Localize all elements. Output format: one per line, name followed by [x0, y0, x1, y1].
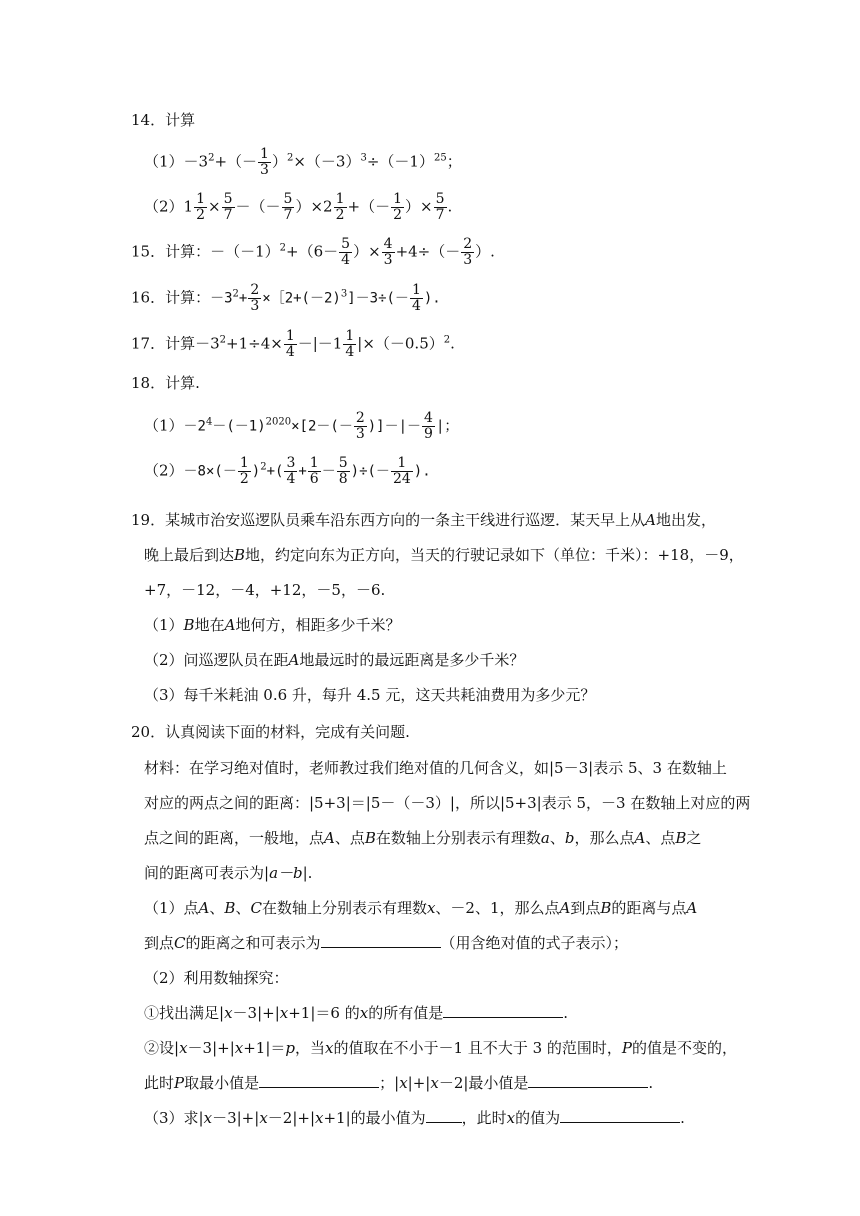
q19-sub1: （1）B地在A地何方，相距多少千米？	[144, 616, 401, 634]
q18-part2: （2）－8×(－ $\frac{1}{2}$ )$^2$+( $\frac{3}{4}$ + $\frac{1}{6}$ － $\frac{5}{8}$ )÷(－ $\frac{1}{24}$ ).	[144, 455, 431, 487]
fraction: $\frac{1}{4}$	[411, 282, 421, 314]
q20-title: 20．认真阅读下面的材料，完成有关问题.	[131, 723, 410, 741]
fraction: $\frac{1}{24}$	[392, 455, 411, 487]
answer-blank[interactable]	[528, 1073, 648, 1088]
fraction: $\frac{5}{4}$	[341, 236, 351, 268]
fraction: $\frac{1}{3}$	[260, 146, 269, 178]
q14-part1: $(1)-3^2+(-$ $\frac{1}{3}$ ）$^2\times(-3)^3\div(-1)^{25}$；	[144, 146, 462, 178]
fraction: $\frac{1}{2}$	[335, 191, 345, 223]
fraction: $\frac{5}{7}$	[223, 191, 233, 223]
q19-line1: 19．某城市治安巡逻队员乘车沿东西方向的一条主干线进行巡逻．某天早上从A地出发，	[131, 511, 716, 529]
fraction: $\frac{1}{2}$	[393, 191, 402, 223]
fraction: $\frac{5}{8}$	[338, 455, 348, 487]
q18-title: 18．计算.	[131, 374, 200, 392]
fraction: $\frac{1}{2}$	[196, 191, 206, 223]
fraction: $\frac{2}{3}$	[355, 410, 365, 442]
q16: 16．计算：$-3^2+$ $\frac{2}{3}$ $\times[2+(-2)^3]-3\div(-$ $\frac{1}{4}$ ).	[131, 282, 441, 314]
q19-sub2: （2）问巡逻队员在距A地最远时的最远距离是多少千米？	[144, 651, 525, 669]
fraction: $\frac{2}{3}$	[463, 236, 473, 268]
answer-blank[interactable]	[560, 1108, 680, 1123]
q20-material-3: 点之间的距离，一般地，点A、点B在数轴上分别表示有理数a、b，那么点A、点B之	[144, 829, 702, 847]
q14-title: 14．计算	[131, 111, 196, 129]
q19-line2: 晚上最后到达B地，约定向东为正方向，当天的行驶记录如下（单位：千米）：+18，－9，	[144, 546, 744, 564]
answer-blank[interactable]	[321, 933, 441, 948]
fraction: $\frac{4}{3}$	[383, 236, 393, 268]
fraction: $\frac{1}{4}$	[345, 328, 355, 360]
q20-sub1-line2: 到点C的距离之和可表示为 （用含绝对值的式子表示）；	[144, 934, 629, 952]
fraction: $\frac{5}{7}$	[283, 191, 293, 223]
q19-line3: +7，－12，－4，+12，－5，－6.	[144, 581, 386, 599]
q20-sub2-item2: ②设|x－3|+|x+1|＝p，当x的值取在不小于－1 且不大于 3 的范围时，P的值是不变的，	[144, 1039, 738, 1057]
q14-part2: （2）1 $\frac{1}{2}$ × $\frac{5}{7}$ －（－ $\frac{5}{7}$ ）×2 $\frac{1}{2}$ +（－ $\frac{1}{2}$ ）× $\frac{5}{7}$ .	[144, 191, 453, 223]
fraction: $\frac{5}{7}$	[435, 191, 445, 223]
q20-sub3: （3）求|x－3|+|x－2|+|x+1|的最小值为 ，此时x的值为 .	[144, 1109, 685, 1127]
answer-blank[interactable]	[443, 1003, 563, 1018]
fraction: $\frac{3}{4}$	[286, 455, 296, 487]
fraction: $\frac{2}{3}$	[250, 282, 260, 314]
answer-blank[interactable]	[259, 1073, 379, 1088]
q20-sub2-item1: ①找出满足|x－3|+|x+1|＝6 的x的所有值是 .	[144, 1004, 568, 1022]
q18-part1: $(1)-2^4-(-1)^{2020}\times[2-(-$ $\frac{2}{3}$ )]－|－ $\frac{4}{9}$ |；	[144, 410, 459, 442]
q20-material-4: 间的距离可表示为|a－b|.	[144, 864, 313, 882]
q17: 17．计算$-3^2+1\div 4\times$ $\frac{1}{4}$ －|－1 $\frac{1}{4}$ $|\times(-0.5)^2$.	[131, 328, 455, 360]
q20-sub2: （2）利用数轴探究：	[144, 969, 289, 987]
q20-material-2: 对应的两点之间的距离：|5+3|＝|5－（－3）|，所以|5+3|表示 5，－3 在数轴上对应的两	[144, 794, 751, 812]
q20-sub1-line1: （1）点A、B、C在数轴上分别表示有理数x、－2、1，那么点A到点B的距离与点A	[144, 899, 698, 917]
q19-sub3: （3）每千米耗油 0.6 升，每升 4.5 元，这天共耗油费用为多少元？	[144, 686, 596, 704]
fraction: $\frac{1}{4}$	[285, 328, 295, 360]
q15: 15．计算：$-(-1)^2+(6-$ $\frac{5}{4}$ ）× $\frac{4}{3}$ +4÷（－ $\frac{2}{3}$ ）.	[131, 236, 495, 268]
answer-blank[interactable]	[426, 1108, 462, 1123]
q20-material-1: 材料：在学习绝对值时，老师教过我们绝对值的几何含义，如|5－3|表示 5、3 在数轴上	[144, 759, 727, 777]
q20-sub2-item2-cont: 此时P取最小值是 ；|x|+|x－2|最小值是 .	[144, 1074, 654, 1092]
fraction: $\frac{1}{2}$	[239, 455, 249, 487]
fraction: $\frac{1}{6}$	[309, 455, 319, 487]
fraction: $\frac{4}{9}$	[424, 410, 433, 442]
